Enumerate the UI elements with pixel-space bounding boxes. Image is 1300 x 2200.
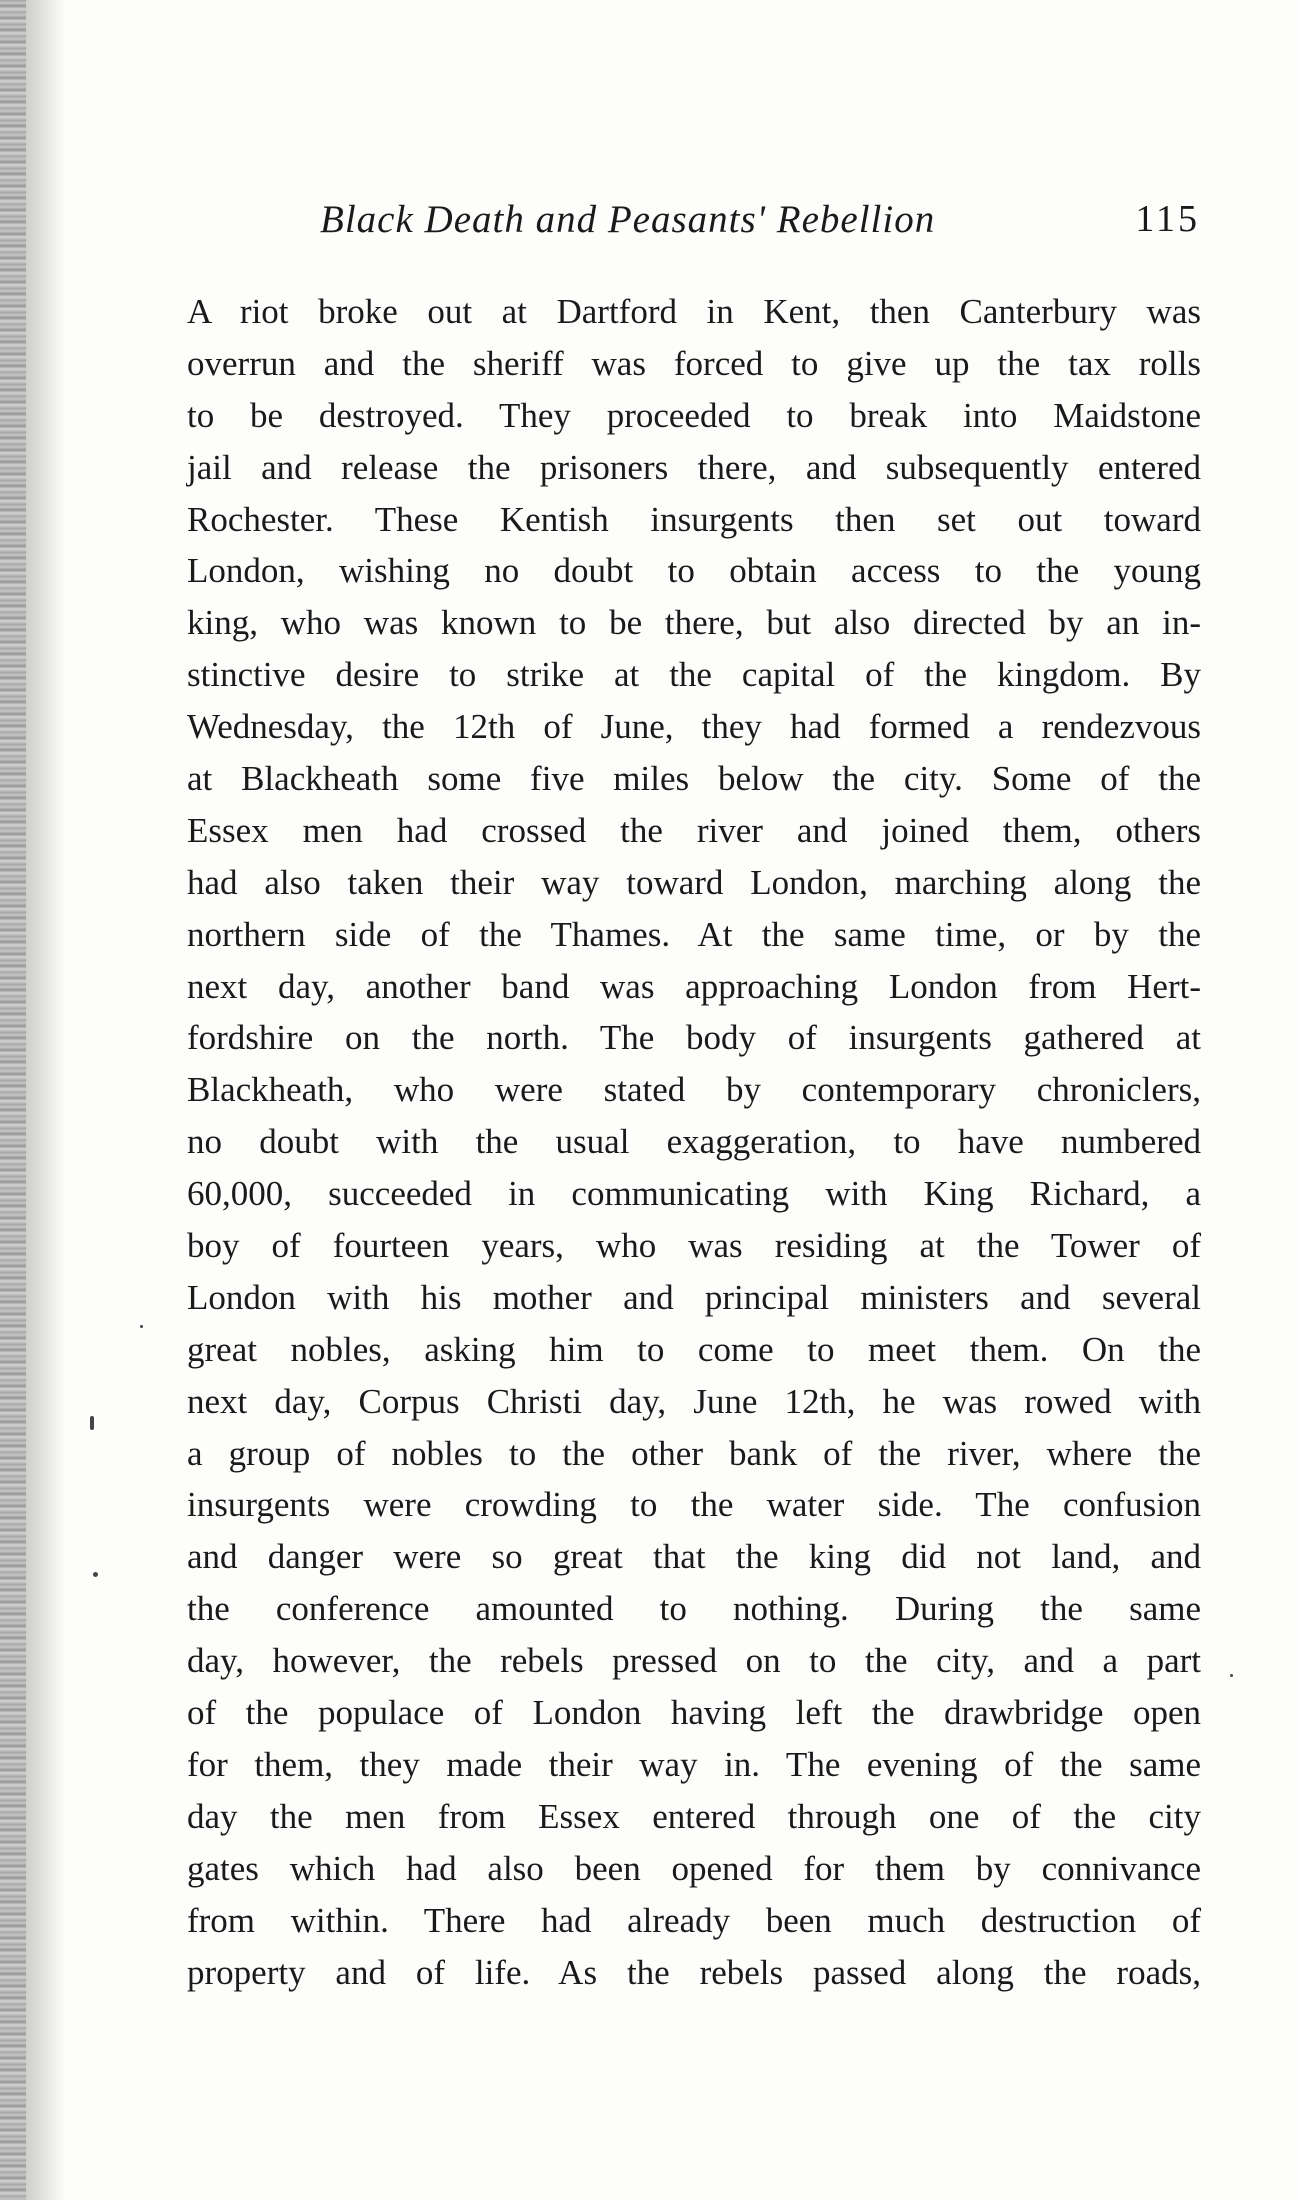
text-line: the conference amounted to nothing. During the same — [187, 1589, 1201, 1629]
text-line: gates which had also been opened for them by connivance — [187, 1848, 1201, 1888]
text-line: no doubt with the usual exaggeration, to have numbered — [187, 1122, 1201, 1162]
text-line: day, however, the rebels pressed on to the city, and a part — [187, 1641, 1201, 1681]
text-line: from within. There had already been much destruction of — [187, 1900, 1201, 1940]
text-line: A riot broke out at Dartford in Kent, then Canterbury was — [187, 292, 1201, 331]
text-line: great nobles, asking him to come to meet them. On the — [187, 1329, 1201, 1369]
text-line: 60,000, succeeded in communicating with King Richard, a — [187, 1174, 1201, 1214]
running-head — [320, 197, 1200, 257]
ink-speck — [90, 1416, 94, 1430]
text-line: stinctive desire to strike at the capital of the kingdom. By — [187, 655, 1201, 695]
text-line: day the men from Essex entered through one of the city — [187, 1796, 1201, 1836]
page-binding-edge — [0, 0, 26, 2200]
text-line: at Blackheath some five miles below the city. Some of the — [187, 759, 1201, 799]
text-line: northern side of the Thames. At the same time, or by the — [187, 914, 1201, 954]
text-line: of the populace of London having left the drawbridge open — [187, 1693, 1201, 1733]
text-line: Wednesday, the 12th of June, they had formed a rendezvous — [187, 707, 1201, 747]
body-text — [187, 286, 1201, 1998]
text-line: to be destroyed. They proceeded to break into Maidstone — [187, 395, 1201, 435]
text-line: next day, Corpus Christi day, June 12th, he was rowed with — [187, 1381, 1201, 1421]
text-line: king, who was known to be there, but also directed by an in- — [187, 603, 1201, 643]
running-head-title: Black Death and Peasants' Rebellion — [320, 198, 936, 241]
text-line: insurgents were crowding to the water side. The confusion — [187, 1485, 1201, 1525]
page-number: 115 — [1135, 198, 1200, 240]
text-line: London, wishing no doubt to obtain access to the young — [187, 551, 1201, 591]
text-line: had also taken their way toward London, marching along the — [187, 862, 1201, 902]
text-line: and danger were so great that the king did not land, and — [187, 1537, 1201, 1577]
text-line: Essex men had crossed the river and joined them, others — [187, 810, 1201, 850]
text-line: London with his mother and principal ministers and several — [187, 1277, 1201, 1317]
text-line: a group of nobles to the other bank of the river, where the — [187, 1433, 1201, 1473]
ink-speck — [140, 1325, 143, 1328]
ink-speck — [93, 1572, 98, 1577]
text-line: jail and release the prisoners there, and subsequently entered — [187, 447, 1201, 487]
page-binding-shadow — [26, 0, 66, 2200]
text-line: overrun and the sheriff was forced to give up the tax rolls — [187, 343, 1201, 383]
text-line: next day, another band was approaching London from Hert- — [187, 966, 1201, 1006]
text-line: Rochester. These Kentish insurgents then set out toward — [187, 499, 1201, 539]
text-line: property and of life. As the rebels passed along the roads, — [187, 1952, 1201, 1992]
text-line: Blackheath, who were stated by contemporary chroniclers, — [187, 1070, 1201, 1110]
text-line: fordshire on the north. The body of insurgents gathered at — [187, 1018, 1201, 1058]
text-line: for them, they made their way in. The evening of the same — [187, 1744, 1201, 1784]
text-line: boy of fourteen years, who was residing at the Tower of — [187, 1226, 1201, 1266]
ink-speck — [1230, 1674, 1233, 1677]
